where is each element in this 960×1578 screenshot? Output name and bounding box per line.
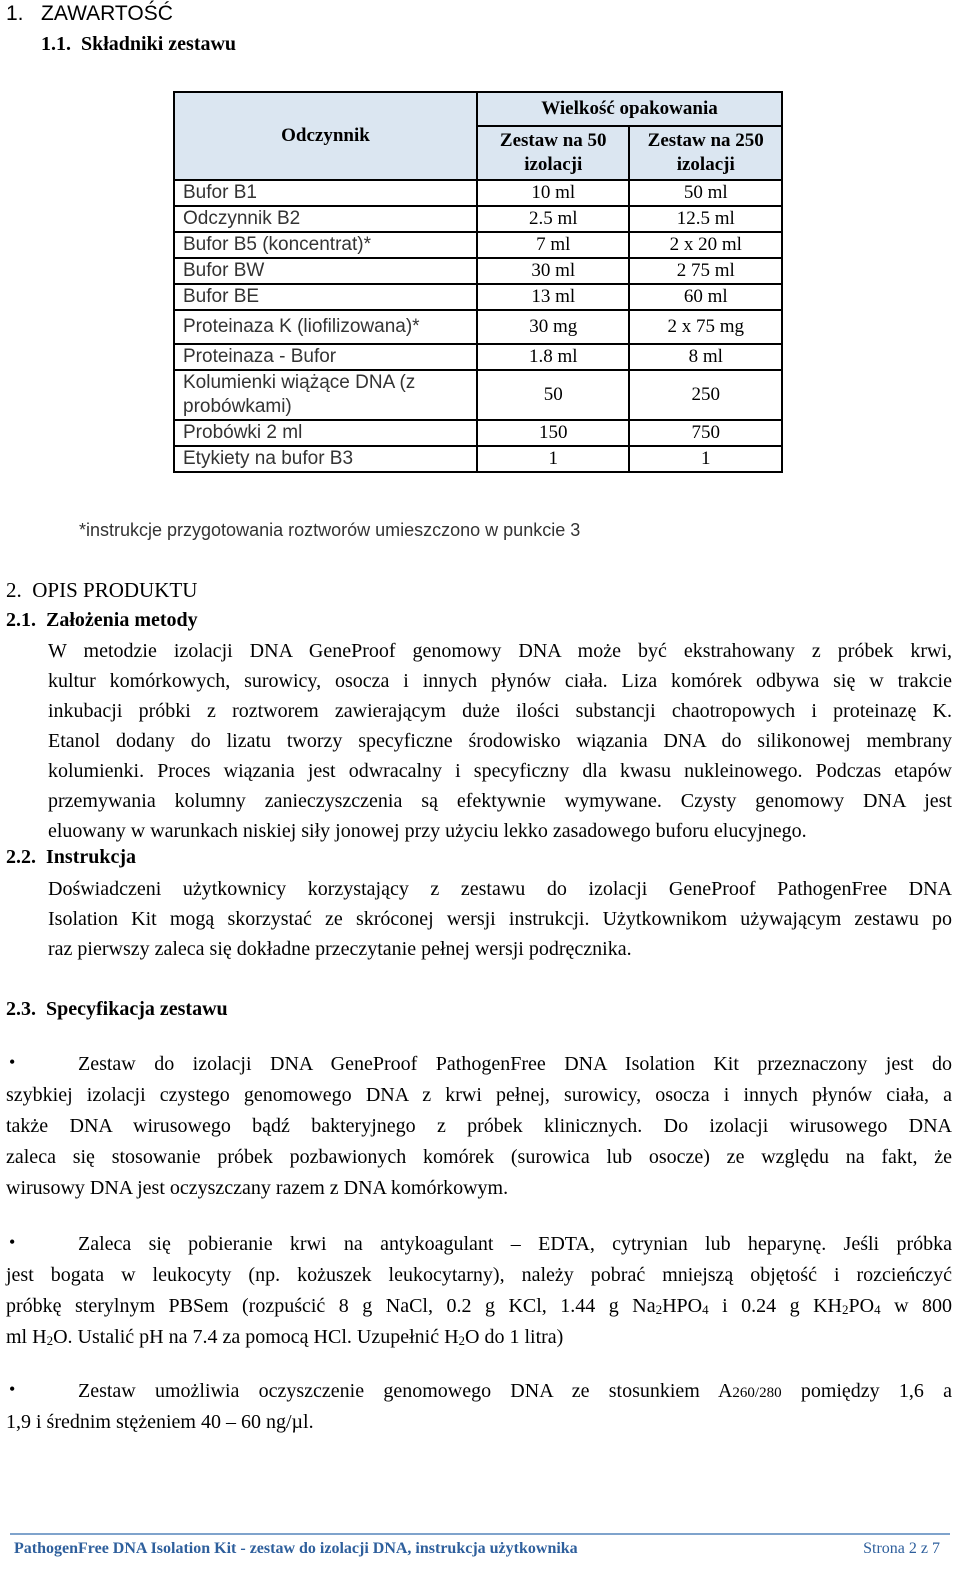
text-line: kolumienki. Proces wiązania jest odwracalny i specyficzny dla kwasu nukleinowego. Podczas etapów	[48, 760, 952, 782]
section-title: Założenia metody	[46, 609, 198, 631]
reagent-column-header: Odczynnik	[174, 92, 477, 180]
table-cell: Proteinaza K (liofilizowana)*	[174, 310, 477, 344]
table-cell: 250	[629, 370, 782, 420]
method-paragraph	[48, 636, 952, 846]
section-title: OPIS PRODUKTU	[32, 578, 198, 602]
table-cell: 50 ml	[629, 180, 782, 206]
section-number: 1.	[6, 2, 24, 25]
text-run: Zestaw umożliwia oczyszczenie genomowego DNA ze stosunkiem A	[78, 1380, 733, 1402]
text-line: W metodzie izolacji DNA GeneProof genomowy DNA może być ekstrahowany z próbek krwi,	[48, 640, 952, 662]
text-run: w 800	[880, 1295, 952, 1317]
table-cell: Bufor BE	[174, 284, 477, 310]
table-footnote: *instrukcje przygotowania roztworów umieszczono w punkcie 3	[79, 520, 581, 540]
subscript: 2	[46, 1333, 54, 1348]
subscript: 2	[655, 1302, 663, 1317]
section-2-heading	[6, 578, 197, 603]
ratio-label: 260/280	[732, 1385, 782, 1401]
text-run: próbkę sterylnym PBSem (rozpuścić 8 g NaCl, 0.2 g KCl, 1.44 g Na	[6, 1295, 656, 1317]
text-line	[6, 1322, 952, 1353]
text-line: eluowany w warunkach niskiej siły jonowej przy użyciu lekko zasadowego buforu elucyjnego.	[48, 820, 807, 842]
text-line: kultur komórkowych, surowicy, osocza i innych płynów ciała. Liza komórek odbywa się w trakcie	[48, 670, 952, 692]
table-cell: 30 mg	[477, 310, 630, 344]
text-run: pomiędzy 1,6 a	[781, 1380, 953, 1402]
col-250-header: Zestaw na 250 izolacji	[629, 126, 782, 180]
instruction-paragraph	[48, 874, 952, 964]
text-line: jest bogata w leukocyty (np. kożuszek leukocytarny), należy pobrać mniejszą objętość i rozcieńczyć	[6, 1264, 952, 1286]
package-size-header: Wielkość opakowania	[477, 92, 782, 126]
table-cell: 2.5 ml	[477, 206, 630, 232]
section-title: Specyfikacja zestawu	[46, 998, 228, 1020]
subscript: 4	[702, 1302, 709, 1317]
table-cell: 1	[477, 446, 630, 472]
table-cell: 30 ml	[477, 258, 630, 284]
kit-components-table	[173, 91, 783, 473]
section-number: 2.3.	[6, 998, 36, 1020]
text-line: szybkiej izolacji czystego genomowego DNA z krwi pełnej, surowicy, osocza i innych płynów ciała, a	[6, 1084, 952, 1106]
text-line: inkubacji próbki z roztworem zawierającym duże ilości substancji chaotropowych i proteinazę K.	[48, 700, 952, 722]
table-cell: 150	[477, 420, 630, 446]
text-run: O. Ustalić pH na 7.4 za pomocą HCl. Uzupełnić H	[53, 1326, 459, 1348]
page-number	[863, 1540, 940, 1558]
table-cell: Proteinaza - Bufor	[174, 344, 477, 370]
text-line	[6, 1291, 952, 1322]
section-1-heading	[6, 2, 173, 26]
table-cell: Etykiety na bufor B3	[174, 446, 477, 472]
text-line: Isolation Kit mogą skorzystać ze skróconej wersji instrukcji. Użytkownikom używającym zestawu po	[48, 908, 952, 930]
table-cell: 8 ml	[629, 344, 782, 370]
table-cell: Odczynnik B2	[174, 206, 477, 232]
text-line: Zaleca się pobieranie krwi na antykoagulant – EDTA, cytrynian lub heparynę. Jeśli próbka	[78, 1233, 952, 1255]
current-page: 2	[908, 1540, 917, 1557]
bullet-icon: •	[9, 1379, 16, 1399]
spec-bullet-1	[6, 1049, 952, 1204]
total-pages: 7	[932, 1540, 940, 1557]
table-cell: 1	[629, 446, 782, 472]
table-cell: 10 ml	[477, 180, 630, 206]
table-cell: 60 ml	[629, 284, 782, 310]
section-1-1-heading	[41, 33, 236, 56]
text-line: raz pierwszy zaleca się dokładne przeczytanie pełnej wersji podręcznika.	[48, 938, 632, 960]
table-cell: Bufor B1	[174, 180, 477, 206]
subscript: 4	[874, 1302, 881, 1317]
table-cell: 750	[629, 420, 782, 446]
footer-title: PathogenFree DNA Isolation Kit - zestaw do izolacji DNA, instrukcja użytkownika	[14, 1540, 578, 1557]
text-line	[6, 1376, 952, 1407]
page-of: z	[920, 1540, 928, 1557]
table-cell: 1.8 ml	[477, 344, 630, 370]
section-2-1-heading	[6, 609, 198, 632]
text-run: PO	[848, 1295, 875, 1317]
text-line: zaleca się stosowanie próbek pozbawionych komórek (surowica lub osocze) ze względu na fakt, że	[6, 1146, 952, 1168]
section-title: Składniki zestawu	[81, 33, 237, 55]
footer-divider	[10, 1533, 950, 1535]
section-title: ZAWARTOŚĆ	[41, 2, 173, 25]
subscript: 2	[458, 1333, 466, 1348]
section-number: 1.1.	[41, 33, 71, 55]
text-line: 1,9 i średnim stężeniem 40 – 60 ng/µl.	[6, 1411, 314, 1433]
table-cell: 50	[477, 370, 630, 420]
text-run: i 0.24 g KH	[708, 1295, 842, 1317]
text-line: wirusowy DNA jest oczyszczany razem z DNA komórkowym.	[6, 1177, 509, 1199]
table-cell: Bufor B5 (koncentrat)*	[174, 232, 477, 258]
text-line: przemywania kolumny zanieczyszczenia są efektywnie wymywane. Czysty genomowy DNA jest	[48, 790, 952, 812]
spec-bullet-2	[6, 1229, 952, 1353]
table-cell: Kolumienki wiążące DNA (z probówkami)	[174, 370, 477, 420]
section-title: Instrukcja	[46, 846, 137, 868]
col-50-header: Zestaw na 50 izolacji	[477, 126, 630, 180]
table-cell: Probówki 2 ml	[174, 420, 477, 446]
text-line: Etanol dodany do lizatu tworzy specyficzne środowisko wiązania DNA do silikonowej membrany	[48, 730, 952, 752]
section-number: 2.	[6, 578, 22, 602]
text-line: także DNA wirusowego bądź bakteryjnego z próbek klinicznych. Do izolacji wirusowego DNA	[6, 1115, 952, 1137]
section-2-3-heading	[6, 998, 228, 1021]
table-cell: 13 ml	[477, 284, 630, 310]
section-number: 2.2.	[6, 846, 36, 868]
bullet-icon: •	[9, 1052, 16, 1072]
table-cell: 2 x 20 ml	[629, 232, 782, 258]
text-line: Doświadczeni użytkownicy korzystający z zestawu do izolacji GeneProof PathogenFree DNA	[48, 878, 952, 900]
section-2-2-heading	[6, 846, 136, 869]
subscript: 2	[842, 1302, 849, 1317]
text-run: ml H	[6, 1326, 47, 1348]
text-run: HPO	[662, 1295, 703, 1317]
section-number: 2.1.	[6, 609, 36, 631]
page-label: Strona	[863, 1540, 905, 1557]
table-cell: 12.5 ml	[629, 206, 782, 232]
table-cell: 7 ml	[477, 232, 630, 258]
table-cell: Bufor BW	[174, 258, 477, 284]
table-cell: 2 75 ml	[629, 258, 782, 284]
text-line: Zestaw do izolacji DNA GeneProof PathogenFree DNA Isolation Kit przeznaczony jest do	[78, 1053, 952, 1075]
bullet-icon: •	[9, 1232, 16, 1252]
text-run: O do 1 litra)	[465, 1326, 564, 1348]
spec-bullet-3	[6, 1376, 952, 1438]
table-cell: 2 x 75 mg	[629, 310, 782, 344]
